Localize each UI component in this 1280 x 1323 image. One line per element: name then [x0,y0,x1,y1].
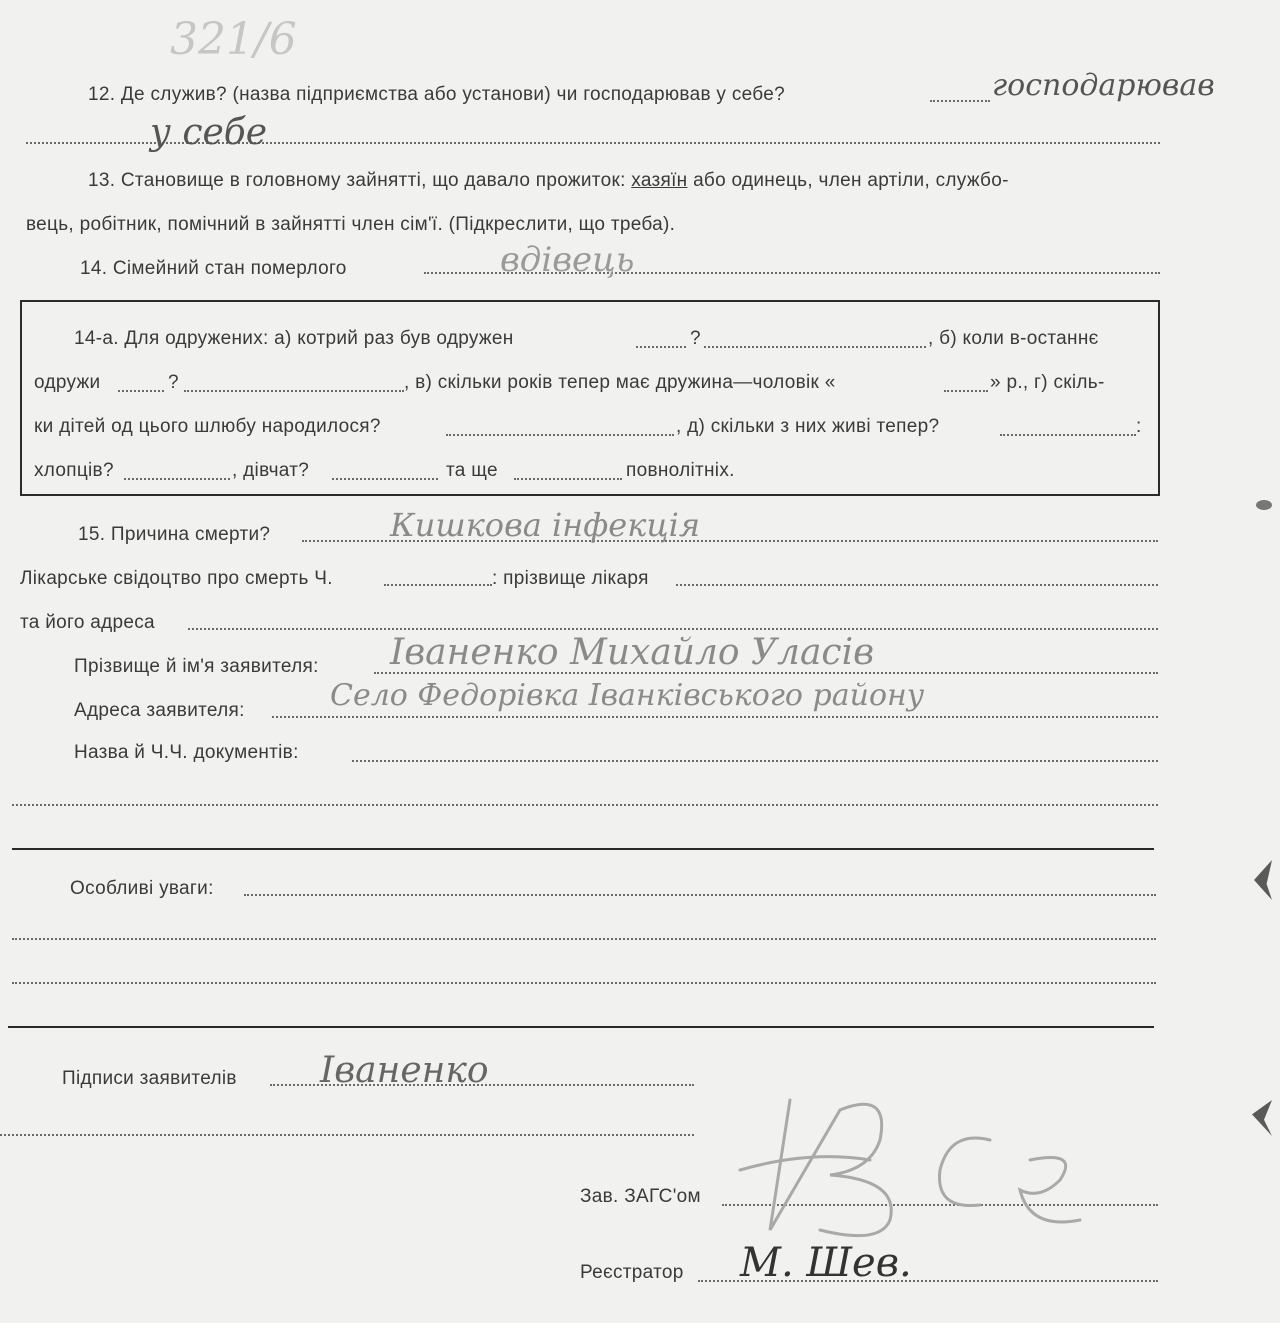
notes-dots-2 [12,938,1156,940]
q14a-l4a: хлопців? [34,460,114,481]
applicant-address-dots [272,716,1158,718]
doctor-cert-dots [384,584,492,586]
q14a-l4b: , дівчат? [232,460,310,481]
doctor-cert-label2: : прізвище лікаря [492,568,649,589]
q15-label: 15. Причина смерти? [78,524,271,545]
q13-underlined-owner: хазяїн [631,170,688,191]
q12-answer-line [930,100,990,102]
q12-answer-line1: господарював [992,68,1215,103]
q14a-l3-dots2 [1000,434,1136,436]
archive-number: 321/6 [170,14,297,65]
q14a-l2a: одружи [34,372,101,393]
documents-dots-2 [12,804,1158,806]
q14a-l2d: » р., г) скіль- [990,372,1105,393]
applicant-name-label: Прізвище й ім'я заявителя: [74,656,319,677]
registrar-label: Реєстратор [580,1262,684,1283]
q14-answer: вдівець [500,240,635,280]
q13-line2: вець, робітник, помічний в зайнятті член сім'ї. (Підкреслити, що треба). [26,214,676,235]
address-of-dots [188,628,1158,630]
notes-label: Особливі уваги: [70,878,214,899]
section-rule-2 [8,1026,1154,1028]
head-signature-mark [730,1080,1130,1250]
q14a-l1c: , б) коли в-останнє [928,328,1099,349]
q14a-l2-dots1 [118,390,164,392]
q14a-l3a: ки дітей од цього шлюбу народилося? [34,416,381,437]
q14a-l1a: 14-а. Для одружених: а) котрий раз був одружен [74,328,514,349]
q12-answer-line2: у себе [150,112,268,153]
address-of-label: та його адреса [20,612,155,633]
signatures-label: Підписи заявителів [62,1068,237,1089]
q14a-l2-dots3 [944,390,988,392]
punch-mark-3 [1252,1100,1272,1136]
applicant-name-answer: Іваненко Михайло Уласів [390,632,875,673]
q15-answer: Кишкова інфекція [390,506,701,544]
q14a-l3-dots1 [446,434,674,436]
notes-dots-3 [12,982,1156,984]
q14a-l4-dots3 [514,478,622,480]
q14a-l4-dots1 [124,478,230,480]
q14a-l4c: та ще [446,460,498,481]
section-rule-1 [12,848,1154,850]
notes-dots-1 [244,894,1156,896]
q14a-l2c: , в) скільки років тепер має дружина—чоловік « [404,372,836,393]
documents-dots [352,760,1158,762]
doctor-name-dots [676,584,1158,586]
registrar-signature: М. Шев. [740,1240,912,1286]
q14a-l3b: , д) скільки з них живі тепер? [676,416,940,437]
applicant-address-answer: Село Федорівка Іванківського району [330,678,925,713]
doctor-cert-label: Лікарське свідоцтво про смерть Ч. [20,568,333,589]
q14a-l2-dots2 [184,390,404,392]
q13-line1 [88,170,1009,192]
q13-prefix: 13. Становище в головному зайнятті, що давало прожиток: [88,170,626,191]
signatures-dots-2 [0,1134,694,1136]
applicant-signature: Іваненко [320,1050,489,1091]
q14a-l3c: : [1136,416,1142,437]
q14a-l1-dots1 [636,346,686,348]
head-label: Зав. ЗАГС'ом [580,1186,701,1207]
q12-label: 12. Де служив? (назва підприємства або установи) чи господарював у себе? [88,84,785,105]
q14a-l4d: повнолітніх. [626,460,735,481]
q14a-l1b: ? [690,328,701,349]
q14-label: 14. Сімейний стан померлого [80,258,347,279]
q14a-l4-dots2 [332,478,438,480]
q14a-l1-dots2 [704,346,926,348]
applicant-address-label: Адреса заявителя: [74,700,245,721]
punch-mark-1 [1256,500,1272,510]
q14a-line1 [74,328,514,350]
punch-mark-2 [1254,860,1272,900]
q13-suffix: або одинець, член артіли, службо- [693,170,1009,191]
documents-label: Назва й Ч.Ч. документів: [74,742,299,763]
q14a-l2b: ? [168,372,179,393]
